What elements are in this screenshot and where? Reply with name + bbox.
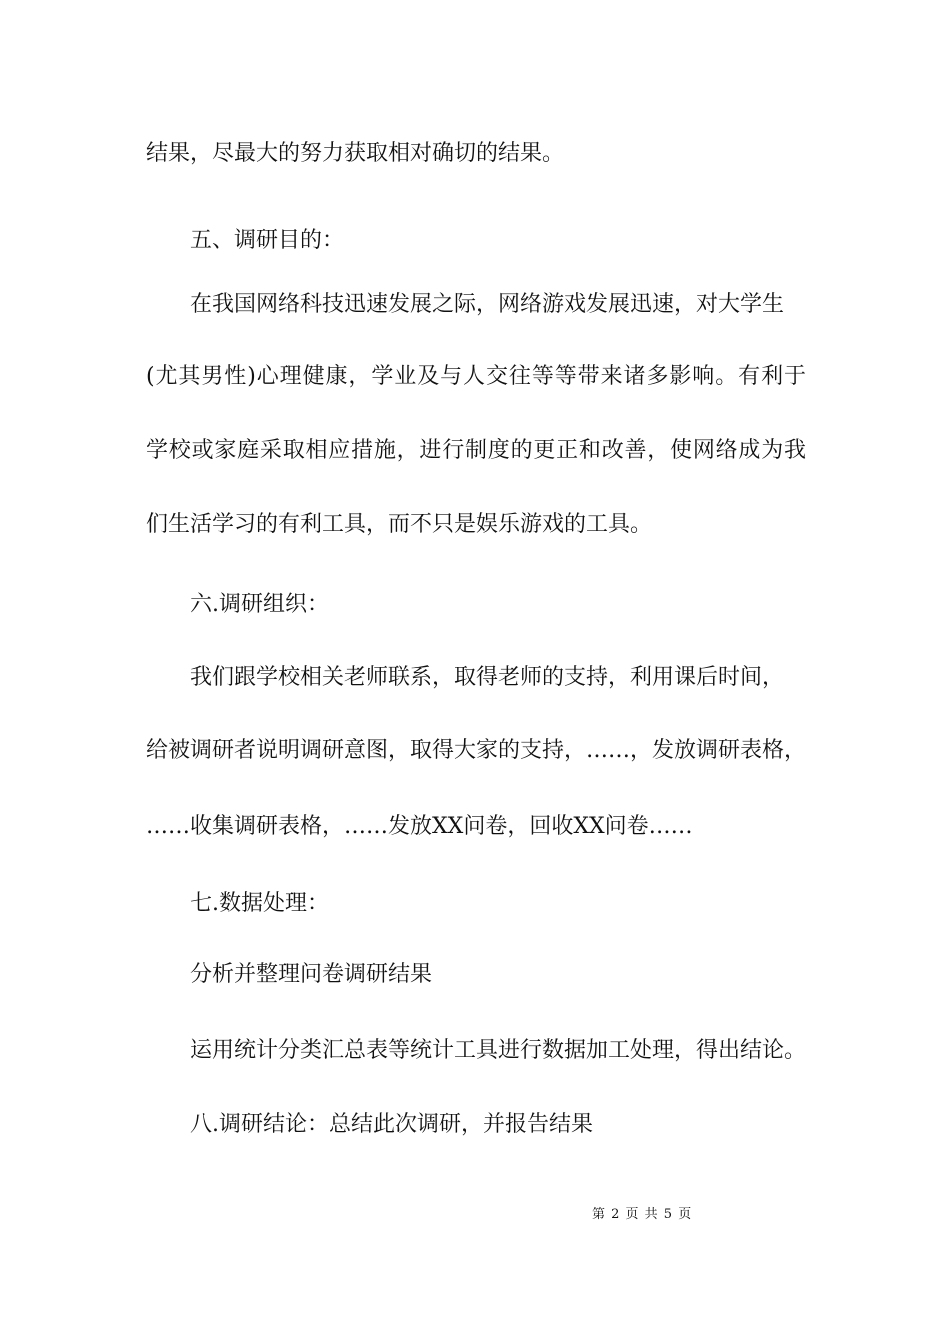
- section-heading-purpose: 五、调研目的：: [190, 228, 345, 253]
- paragraph-line: 分析并整理问卷调研结果: [190, 962, 433, 987]
- section-heading-organization: 六.调研组织：: [190, 592, 329, 617]
- section-heading-conclusion: 八.调研结论：总结此次调研，并报告结果: [190, 1112, 593, 1137]
- paragraph-line: 在我国网络科技迅速发展之际，网络游戏发展迅速，对大学生: [190, 292, 785, 317]
- paragraph-line-result: 结果，尽最大的努力获取相对确切的结果。: [146, 141, 565, 166]
- paragraph-line: 运用统计分类汇总表等统计工具进行数据加工处理，得出结论。: [190, 1038, 807, 1063]
- paragraph-line: 学校或家庭采取相应措施，进行制度的更正和改善，使网络成为我: [146, 438, 806, 463]
- paragraph-line: 给被调研者说明调研意图，取得大家的支持，……，发放调研表格，: [146, 738, 807, 763]
- section-heading-data-processing: 七.数据处理：: [190, 891, 329, 916]
- paragraph-line: 们生活学习的有利工具，而不只是娱乐游戏的工具。: [146, 512, 653, 537]
- paragraph-line: (尤其男性)心理健康，学业及与人交往等等带来诸多影响。有利于: [146, 364, 806, 389]
- page-number-footer: 第 2 页 共 5 页: [592, 1207, 693, 1222]
- paragraph-line: ……收集调研表格，……发放XX问卷，回收XX问卷……: [146, 814, 693, 839]
- paragraph-line: 我们跟学校相关老师联系，取得老师的支持，利用课后时间，: [190, 665, 785, 690]
